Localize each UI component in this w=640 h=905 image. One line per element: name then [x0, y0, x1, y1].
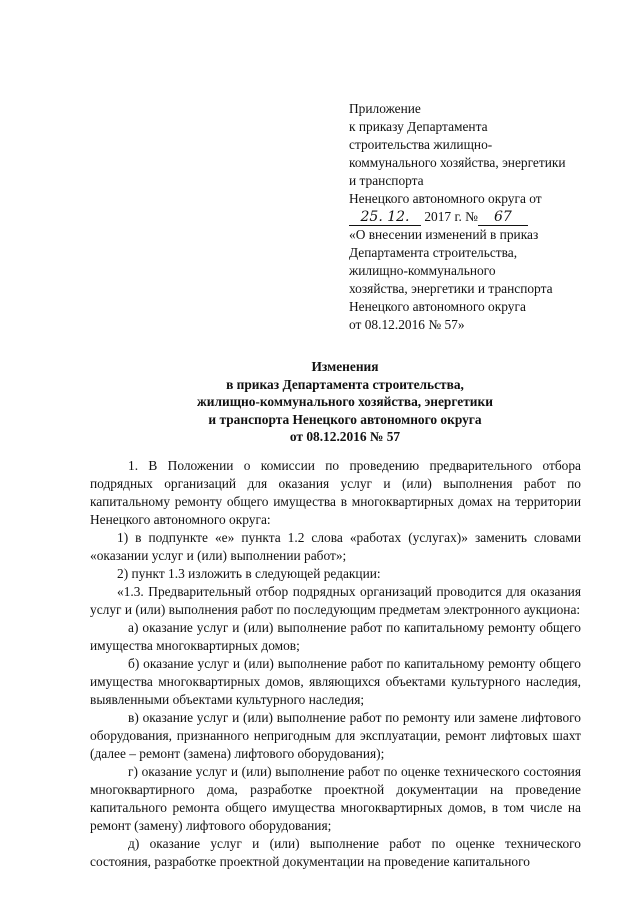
number-blank — [478, 209, 528, 226]
annex-line: строительства жилищно- — [349, 137, 493, 152]
title-line: в приказ Департамента строительства, — [226, 376, 464, 392]
title-line: Изменения — [311, 359, 379, 374]
annex-line: и транспорта — [349, 173, 424, 188]
annex-date-line — [349, 208, 619, 226]
paragraph-3: 2) пункт 1.3 изложить в следующей редакции: — [117, 566, 381, 581]
paragraph-9: д) оказание услуг и (или) выполнение работ по оценке технического состояния, разработке проектной документации на проведение капитального — [90, 836, 581, 869]
handwritten-number: 67 — [494, 209, 512, 225]
paragraph-6: б) оказание услуг и (или) выполнение работ по капитальному ремонту общего имущества многоквартирных домов, являющихся объектами культурного наследия, выявленными объектами культурного наследия; — [90, 656, 581, 707]
annex-block — [349, 100, 619, 334]
paragraph-1: 1. В Положении о комиссии по проведению предварительного отбора подрядных организаций для оказания услуг и (или) выполнения работ по капитальному ремонту общего имущества в многоквартирных домах на территории Ненецкого автономного округа: — [90, 458, 581, 527]
annex-line: Ненецкого автономного округа от — [349, 191, 542, 206]
annex-line: хозяйства, энергетики и транспорта — [349, 281, 553, 296]
annex-line: жилищно-коммунального — [349, 263, 496, 278]
annex-line: Ненецкого автономного округа — [349, 299, 526, 314]
handwritten-date: 25. 12. — [360, 209, 410, 225]
annex-line: коммунального хозяйства, энергетики — [349, 155, 566, 170]
paragraph-7: в) оказание услуг и (или) выполнение работ по ремонту или замене лифтового оборудования, признанного непригодным для эксплуатации, ремонт лифтовых шахт (далее – ремонт (замена) лифтового оборудования); — [90, 710, 581, 761]
document-title — [80, 358, 610, 446]
annex-line: Департамента строительства, — [349, 245, 518, 260]
annex-line: «О внесении изменений в приказ — [349, 227, 539, 242]
title-line: жилищно-коммунального хозяйства, энергетики — [197, 394, 493, 410]
title-line: и транспорта Ненецкого автономного округа — [208, 411, 482, 427]
annex-line: от 08.12.2016 № 57» — [349, 317, 465, 332]
paragraph-4: «1.3. Предварительный отбор подрядных организаций проводится для оказания услуг и (или) выполнения работ по последующим предметам электронного аукциона: — [90, 584, 581, 617]
annex-line: Приложение — [349, 101, 421, 116]
annex-line: к приказу Департамента — [349, 119, 488, 134]
paragraph-8: г) оказание услуг и (или) выполнение работ по оценке технического состояния многоквартирного дома, разработке проектной документации на проведение капитального ремонта общего имущества многоквартирных домов, в том числе на ремонт (замену) лифтового оборудования; — [90, 764, 581, 833]
paragraph-2: 1) в подпункте «е» пункта 1.2 слова «работах (услугах)» заменить словами «оказании услуг и (или) выполнении работ»; — [90, 530, 581, 563]
year-text: 2017 г. № — [421, 209, 478, 224]
paragraph-5: а) оказание услуг и (или) выполнение работ по капитальному ремонту общего имущества многоквартирных домов; — [90, 620, 581, 653]
date-blank — [349, 209, 421, 226]
document-body — [90, 457, 581, 871]
title-line: от 08.12.2016 № 57 — [289, 429, 401, 445]
